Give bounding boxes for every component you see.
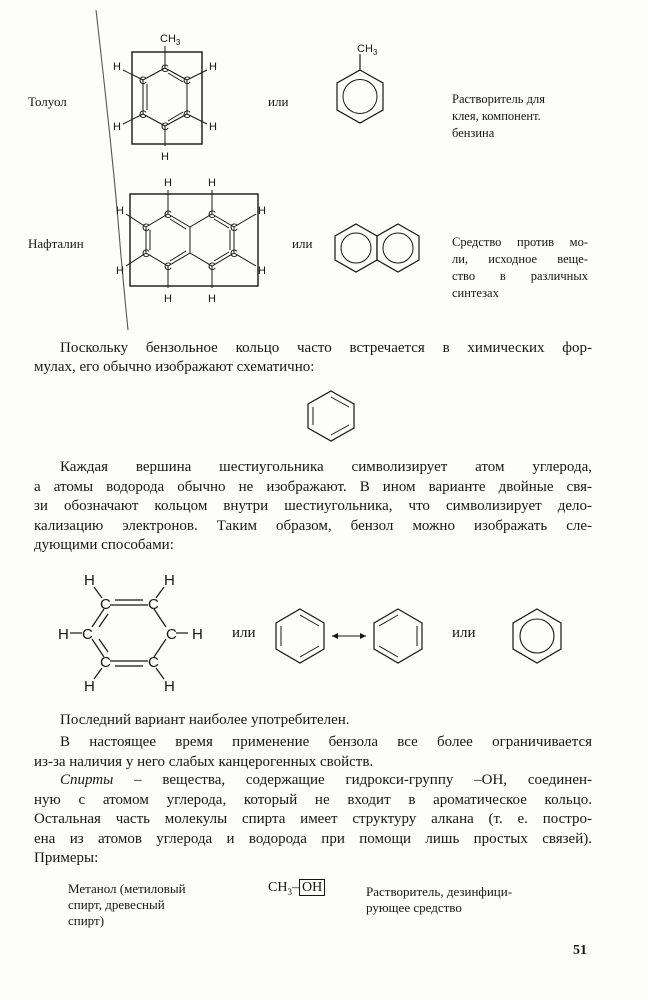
svg-text:H: H [258,265,266,277]
benzene-form-or-2: или [452,625,476,641]
svg-text:H: H [208,177,216,189]
benzene-hexagon-schematic [302,388,362,444]
svg-text:H: H [84,572,95,589]
svg-text:H: H [116,265,124,277]
svg-text:C: C [142,222,150,234]
svg-text:C: C [230,222,238,234]
svg-text:C: C [183,109,191,121]
svg-text:C: C [161,121,169,133]
svg-text:H: H [258,205,266,217]
benzene-kekule-structural-formula [56,565,226,695]
svg-text:C: C [164,261,172,273]
svg-text:C: C [82,626,93,643]
benzene-resonance-structures [272,604,428,668]
paragraph-most-used: Последний вариант наиболее употребителен. [60,712,350,728]
methanol-use: Растворитель, дезинфици- рующее средство [366,884,513,915]
svg-text:C: C [100,654,111,671]
svg-text:H: H [192,626,203,643]
svg-text:H: H [161,151,169,163]
page-number: 51 [573,943,587,958]
toluene-or: или [268,94,289,109]
svg-text:CH3: $CH_3$ [357,43,378,57]
toluene-use: Растворитель для клея, компонент. бензина [452,92,545,140]
svg-text:C: C [100,596,111,613]
paragraph-schematic-intro: Поскольку бензольное кольцо часто встречается в химических фор- [60,340,592,356]
svg-text:C: C [208,261,216,273]
svg-text:H: H [113,61,121,73]
svg-text:H: H [164,572,175,589]
benzene-ring-circle-notation [508,604,568,668]
svg-text:H: H [58,626,69,643]
methanol-name: Метанол (метиловый спирт, древесный спирт) [68,881,186,928]
svg-text:H: H [164,293,172,305]
paragraph-schematic-intro-line2: мулах, его обычно изображают схематично: [34,359,315,375]
examples-label: Примеры: [34,850,99,866]
hydroxy-group-box: OH [299,879,325,896]
svg-text:C: C [161,63,169,75]
svg-text:H: H [113,121,121,133]
naphthalene-label: Нафталин [28,236,84,251]
svg-text:H: H [116,205,124,217]
svg-text:H: H [209,121,217,133]
svg-text:C: C [139,75,147,87]
svg-text:H: H [84,678,95,695]
svg-text:C: C [208,209,216,221]
naphthalene-structural-formula [108,172,278,312]
svg-text:H: H [209,61,217,73]
svg-text:H: H [164,177,172,189]
svg-text:H: H [164,678,175,695]
paragraph-benzene-limits: В настоящее время применение бензола все более ограничивается из-за наличия у него слабых канцерогенных свойств. [34,734,592,770]
svg-text:C: C [142,248,150,260]
svg-text:C: C [148,596,159,613]
svg-text:C: C [148,654,159,671]
benzene-form-or-1: или [232,625,256,641]
toluene-label: Толуол [28,94,67,109]
paragraph-hexagon-meaning: Каждая вершина шестиугольника символизирует атом углерода, а атомы водорода обычно не изображают. В ином варианте двойные свя- зи обозначают кольцом внутри шестиугольника, что символизирует дело- кализацию электронов. Таким образом, бензол можно изображать сле- дующими способами: [34,459,592,553]
paragraph-alcohols: Спирты – вещества, содержащие гидрокси-группу –ОН, соединен- ную с атомом углерода, который не входит в ароматическое кольцо. Остальная часть молекулы спирта имеет структуру алкана (т. е. постро- ена из атомов углерода и водорода при помощи лишь простых связей). [34,772,592,847]
naphthalene-skeletal-formula [330,218,430,278]
svg-text:C: C [166,626,177,643]
naphthalene-use: Средство против мо- ли, исходное веще- ство в различных синтезах [452,235,588,300]
methanol-formula: $CH_3-$ OH [268,880,325,897]
svg-text:C: C [139,109,147,121]
svg-text:CH3: $CH_3$ [160,33,181,47]
naphthalene-or: или [292,236,313,251]
svg-text:C: C [164,209,172,221]
svg-text:C: C [183,75,191,87]
svg-text:C: C [230,248,238,260]
alcohols-term: Спирты [60,772,114,788]
svg-text:H: H [208,293,216,305]
